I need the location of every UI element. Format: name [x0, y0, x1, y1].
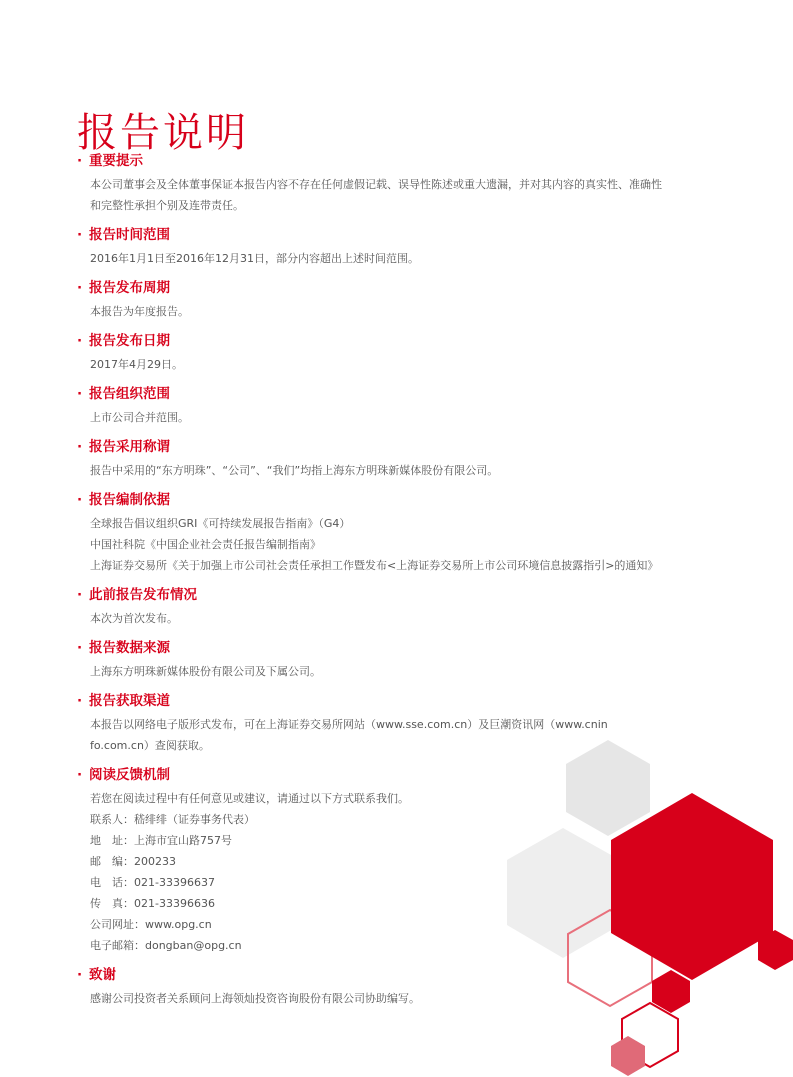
section-title: · 报告获取渠道 [77, 693, 170, 709]
body-line: 报告中采用的“东方明珠”、“公司”、“我们”均指上海东方明珠新媒体股份有限公司。 [90, 464, 499, 477]
body-line: 上市公司合并范围。 [90, 411, 189, 424]
section-release-date [77, 332, 737, 375]
body-line: 本报告为年度报告。 [90, 305, 189, 318]
contact-email: 电子邮箱：dongban@opg.cn [90, 939, 242, 952]
hexagon-gray-large [507, 828, 620, 958]
body-line: 上海证券交易所《关于加强上市公司社会责任承担工作暨发布<上海证券交易所上市公司环境信息披露指引>的通知》 [90, 559, 659, 572]
bullet-icon: · [77, 587, 83, 603]
section-title: · 致谢 [77, 967, 116, 983]
bullet-icon: · [77, 640, 83, 656]
bullet-icon: · [77, 967, 83, 983]
section-basis [77, 491, 737, 576]
section-title: · 报告时间范围 [77, 227, 170, 243]
body-line: 本报告以网络电子版形式发布，可在上海证券交易所网站（www.sse.com.cn）及巨潮资讯网（www.cnin [90, 718, 608, 731]
section-important-notice [77, 152, 737, 216]
bullet-icon: · [77, 227, 83, 243]
hexagon-decoration [480, 730, 793, 1077]
contact-fax: 传 真：021-33396636 [90, 897, 215, 910]
contact-address: 地 址：上海市宜山路757号 [90, 834, 232, 847]
hexagon-gray-top [566, 740, 650, 836]
body-line: fo.com.cn）查阅获取。 [90, 739, 210, 752]
body-line: 和完整性承担个别及连带责任。 [90, 199, 244, 212]
bullet-icon: · [77, 767, 83, 783]
bullet-icon: · [77, 333, 83, 349]
body-line: 上海东方明珠新媒体股份有限公司及下属公司。 [90, 665, 321, 678]
body-line: 本次为首次发布。 [90, 612, 178, 625]
bullet-icon: · [77, 492, 83, 508]
bullet-icon: · [77, 386, 83, 402]
body-line: 本公司董事会及全体董事保证本报告内容不存在任何虚假记载、误导性陈述或重大遗漏，并对其内容的真实性、准确性 [90, 178, 662, 191]
hexagon-red-large [611, 793, 773, 980]
body-line: 全球报告倡议组织GRI《可持续发展报告指南》（G4） [90, 517, 351, 530]
body-line: 2016年1月1日至2016年12月31日，部分内容超出上述时间范围。 [90, 252, 419, 265]
section-title: · 此前报告发布情况 [77, 587, 197, 603]
bullet-icon: · [77, 439, 83, 455]
section-title: · 报告组织范围 [77, 386, 170, 402]
contact-person: 联系人：嵇绯绯（证券事务代表） [90, 813, 255, 826]
section-data-source [77, 639, 737, 682]
section-previous-reports [77, 586, 737, 629]
bullet-icon: · [77, 153, 83, 169]
contact-phone: 电 话：021-33396637 [90, 876, 215, 889]
section-title: · 重要提示 [77, 153, 143, 169]
contact-postcode: 邮 编：200233 [90, 855, 176, 868]
section-title: · 报告编制依据 [77, 492, 170, 508]
section-title: · 阅读反馈机制 [77, 767, 170, 783]
section-title: · 报告发布周期 [77, 280, 170, 296]
hexagon-pink-bottom [611, 1036, 645, 1076]
section-time-range [77, 226, 737, 269]
bullet-icon: · [77, 693, 83, 709]
section-terminology [77, 438, 737, 481]
body-line: 感谢公司投资者关系顾问上海领灿投资咨询股份有限公司协助编写。 [90, 992, 420, 1005]
section-scope [77, 385, 737, 428]
body-line: 2017年4月29日。 [90, 358, 183, 371]
section-release-cycle [77, 279, 737, 322]
contact-website: 公司网址：www.opg.cn [90, 918, 212, 931]
body-line: 中国社科院《中国企业社会责任报告编制指南》 [90, 538, 321, 551]
page-title: 报告说明 [77, 109, 249, 156]
body-line: 若您在阅读过程中有任何意见或建议，请通过以下方式联系我们。 [90, 792, 409, 805]
bullet-icon: · [77, 280, 83, 296]
section-title: · 报告采用称谓 [77, 439, 170, 455]
section-title: · 报告数据来源 [77, 640, 170, 656]
section-title: · 报告发布日期 [77, 333, 170, 349]
